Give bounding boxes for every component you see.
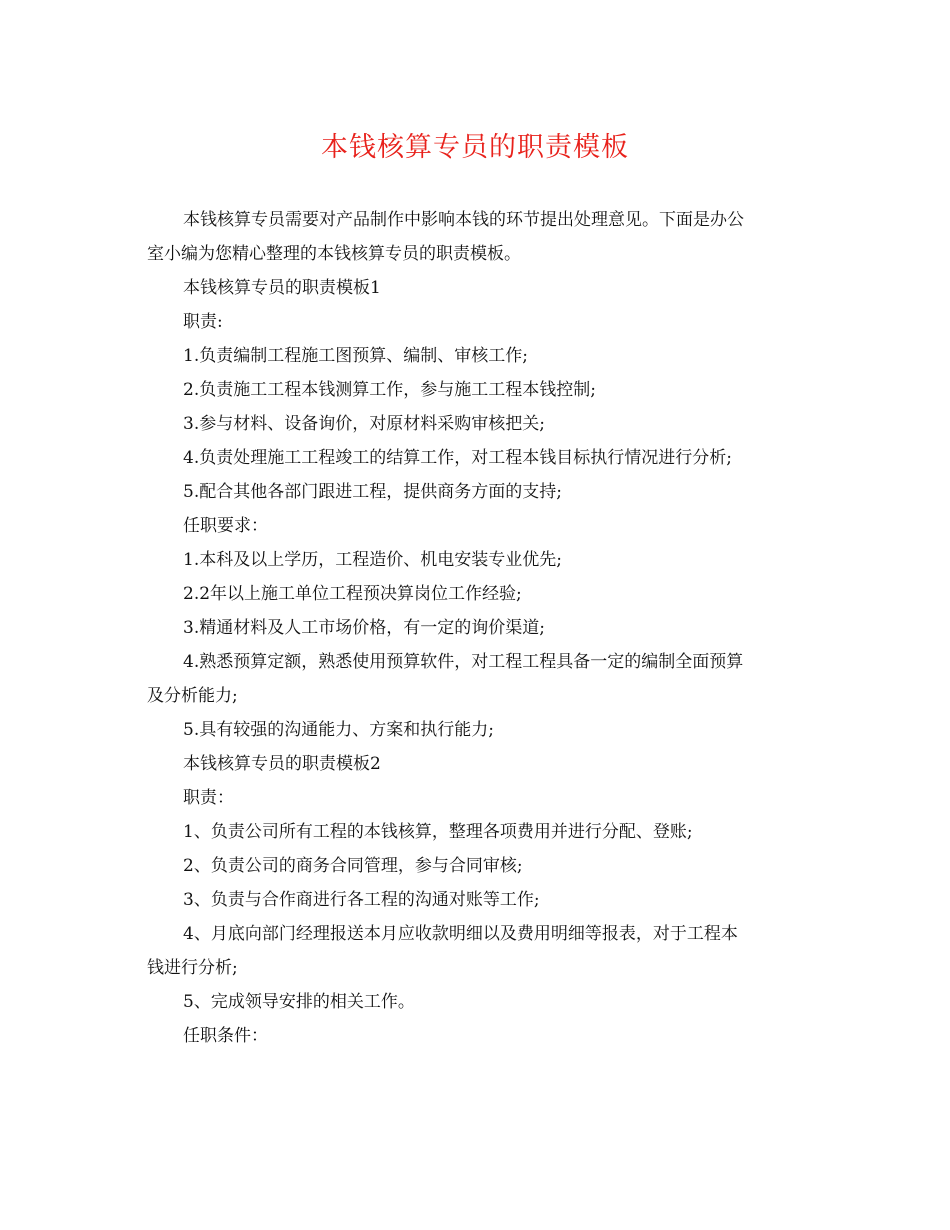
duty-item: 5.配合其他各部门跟进工程，提供商务方面的支持; [183, 482, 562, 502]
conditions-label: 任职条件： [183, 1026, 268, 1046]
duty-item-2-line-1: 4、月底向部门经理报送本月应收款明细以及费用明细等报表，对于工程本 [183, 924, 738, 944]
intro-line-2: 室小编为您精心整理的本钱核算专员的职责模板。 [147, 244, 521, 264]
duty-item-2-line-2: 钱进行分析; [147, 958, 238, 978]
duty-item: 1.负责编制工程施工图预算、编制、审核工作; [183, 346, 528, 366]
requirement-item: 3.精通材料及人工市场价格，有一定的询价渠道; [183, 618, 545, 638]
duty-item: 3.参与材料、设备询价，对原材料采购审核把关; [183, 414, 545, 434]
duties-label-2: 职责： [183, 788, 234, 808]
duty-item-2: 2、负责公司的商务合同管理，参与合同审核; [183, 856, 523, 876]
duty-item-2: 3、负责与合作商进行各工程的沟通对账等工作; [183, 890, 540, 910]
requirement-item-line-1: 4.熟悉预算定额，熟悉使用预算软件，对工程工程具备一定的编制全面预算 [183, 652, 744, 672]
duties-label: 职责: [183, 312, 223, 332]
requirement-item: 2.2年以上施工单位工程预决算岗位工作经验; [183, 584, 522, 604]
requirements-label: 任职要求： [183, 516, 268, 536]
requirement-item: 1.本科及以上学历，工程造价、机电安装专业优先; [183, 550, 562, 570]
intro-line-1: 本钱核算专员需要对产品制作中影响本钱的环节提出处理意见。下面是办公 [183, 210, 744, 230]
requirement-item: 5.具有较强的沟通能力、方案和执行能力; [183, 720, 494, 740]
section-heading-template-2: 本钱核算专员的职责模板2 [183, 754, 381, 774]
duty-item-2: 1、负责公司所有工程的本钱核算，整理各项费用并进行分配、登账; [183, 822, 693, 842]
duty-item: 2.负责施工工程本钱测算工作，参与施工工程本钱控制; [183, 380, 596, 400]
section-heading-template-1: 本钱核算专员的职责模板1 [183, 278, 381, 298]
duty-item-2: 5、完成领导安排的相关工作。 [183, 992, 415, 1012]
requirement-item-line-2: 及分析能力; [147, 686, 238, 706]
document-title: 本钱核算专员的职责模板 [321, 132, 629, 163]
duty-item: 4.负责处理施工工程竣工的结算工作，对工程本钱目标执行情况进行分析; [183, 448, 732, 468]
document-body [147, 203, 807, 1053]
